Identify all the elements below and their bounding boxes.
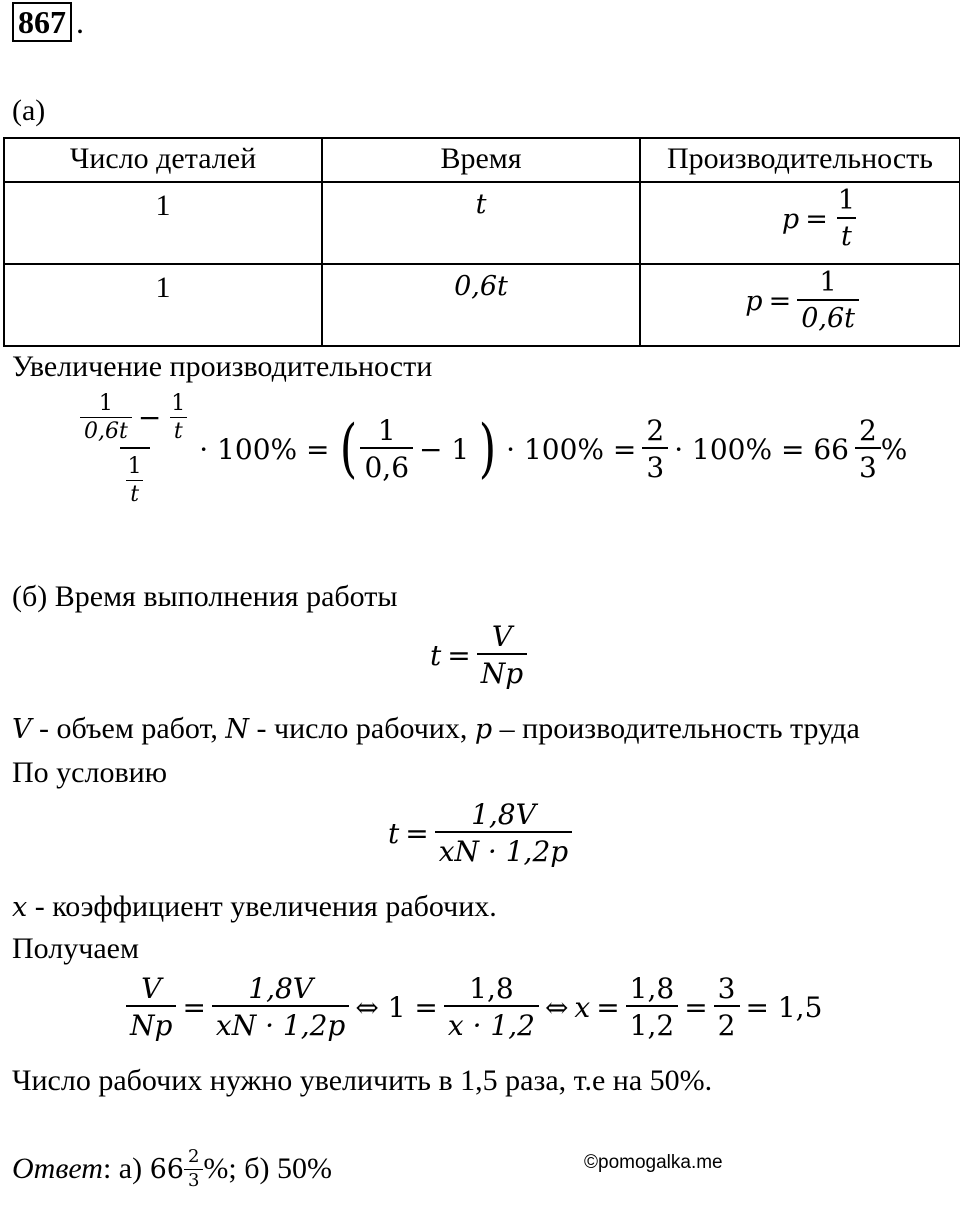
times-hundred-result: · 100% = 66 — [674, 432, 849, 466]
cell-time-value: 0,6t — [454, 271, 508, 302]
fraction-numerator: 1 — [837, 185, 855, 216]
variables-legend — [12, 712, 860, 746]
fraction-numerator: 3 — [717, 972, 736, 1005]
obtain-label: Получаем — [12, 932, 139, 965]
answer-rest: %; б) 50% — [203, 1152, 332, 1186]
cell-parts-value: 1 — [155, 189, 171, 222]
v-symbol: V — [12, 714, 32, 745]
minus-one: − 1 — [419, 432, 470, 466]
fraction-denominator: t — [170, 417, 187, 443]
problem-number — [12, 2, 72, 42]
equals-sign: = — [447, 638, 471, 672]
fraction-denominator: 0,6 — [360, 447, 413, 482]
by-condition-label: По условию — [12, 756, 168, 789]
fraction-numerator: 1,8 — [629, 972, 675, 1005]
fraction-numerator: 1 — [819, 267, 837, 298]
watermark: ©pomogalka.me — [584, 1152, 723, 1173]
fraction-denominator: 2 — [714, 1005, 740, 1040]
p-symbol: p — [745, 285, 763, 317]
fraction-numerator: 1,8V — [471, 798, 536, 831]
percent-sign: % — [880, 432, 908, 466]
x-symbol: x — [574, 990, 591, 1024]
fraction-denominator: Np — [126, 1005, 176, 1040]
fraction-numerator: 2 — [858, 413, 877, 447]
table-row — [4, 182, 960, 264]
answer-whole: 66 — [149, 1153, 184, 1185]
x-legend — [12, 890, 497, 924]
fraction-numerator: 1 — [127, 454, 142, 480]
equals-sign: = — [405, 816, 429, 850]
cell-parts — [4, 182, 322, 264]
right-paren: ) — [478, 412, 497, 487]
fraction-denominator: 0,6t — [80, 417, 132, 443]
answer-label: Ответ — [12, 1152, 103, 1186]
result-value: = 1,5 — [745, 990, 823, 1024]
part-a-label: (а) — [12, 94, 46, 127]
p-description: – производительность труда — [492, 712, 860, 745]
increase-formula — [76, 392, 907, 506]
cell-time — [322, 264, 640, 346]
time-formula — [430, 622, 527, 689]
times-hundred: · 100% = — [506, 432, 637, 466]
fraction-denominator: xN · 1,2p — [212, 1005, 349, 1040]
n-symbol: N — [225, 714, 249, 745]
cell-parts-value: 1 — [155, 271, 171, 304]
fraction-numerator: 1 — [377, 413, 396, 447]
fraction-denominator: 1,2 — [626, 1005, 679, 1040]
fraction-numerator: 1,8 — [469, 972, 514, 1005]
x-symbol: x — [12, 892, 28, 923]
equals-sign: = — [596, 990, 620, 1024]
equals-sign: = — [684, 990, 708, 1024]
fraction-numerator: 1 — [171, 391, 186, 416]
time-formula-condition — [388, 800, 572, 867]
fraction-denominator: 0,6t — [797, 299, 859, 333]
performance-table — [3, 137, 960, 347]
header-productivity: Производительность — [640, 138, 960, 182]
fraction-denominator: 3 — [642, 447, 668, 482]
fraction-numerator: 2 — [646, 413, 665, 447]
header-time: Время — [322, 138, 640, 182]
cell-productivity — [640, 264, 960, 346]
fraction-numerator: V — [141, 972, 162, 1005]
t-symbol: t — [388, 816, 400, 850]
problem-number-dot: . — [76, 4, 84, 40]
table-row — [4, 264, 960, 346]
fraction-denominator: 3 — [184, 1169, 203, 1191]
fraction-numerator: 1,8V — [248, 972, 313, 1005]
left-paren: ( — [339, 412, 357, 487]
solution-formula — [126, 974, 828, 1041]
p-symbol: p — [474, 714, 493, 745]
fraction-denominator: xN · 1,2p — [435, 831, 572, 866]
fraction-denominator: Np — [477, 653, 527, 688]
compound-fraction — [76, 392, 193, 506]
answer-part-a-prefix: : а) — [102, 1152, 150, 1186]
cell-time-value: t — [475, 189, 487, 220]
minus-sign: − — [137, 400, 162, 434]
table-header-row — [4, 138, 960, 182]
n-description: - число рабочих, — [248, 712, 475, 745]
p-symbol: p — [781, 203, 800, 235]
t-symbol: t — [430, 638, 442, 672]
fraction-numerator: 2 — [187, 1146, 200, 1167]
fraction-numerator: 1 — [98, 391, 113, 416]
fraction-denominator: x · 1,2 — [444, 1005, 539, 1040]
cell-time — [322, 182, 640, 264]
x-description: - коэффициент увеличения рабочих. — [27, 890, 497, 923]
conclusion-text: Число рабочих нужно увеличить в 1,5 раза, т.е на 50%. — [12, 1064, 713, 1097]
equals-sign: = — [805, 203, 828, 235]
equals-sign: = — [182, 990, 206, 1024]
part-b-label: (б) Время выполнения работы — [12, 580, 398, 613]
times-hundred: · 100% = — [199, 432, 330, 466]
fraction-denominator: 3 — [855, 447, 881, 482]
fraction-numerator: V — [491, 620, 513, 653]
fraction-denominator: t — [837, 217, 856, 251]
equivalence-one: ⇔ 1 = — [355, 990, 438, 1024]
equals-sign: = — [768, 285, 792, 317]
cell-parts — [4, 264, 322, 346]
header-parts: Число деталей — [4, 138, 322, 182]
v-description: - объем работ, — [31, 712, 226, 745]
fraction-denominator: t — [126, 480, 143, 506]
cell-productivity — [640, 182, 960, 264]
increase-label: Увеличение производительности — [12, 350, 433, 383]
answer-line — [12, 1148, 332, 1191]
problem-number-text: 867 — [18, 4, 66, 40]
equivalence-sign: ⇔ — [544, 990, 569, 1024]
